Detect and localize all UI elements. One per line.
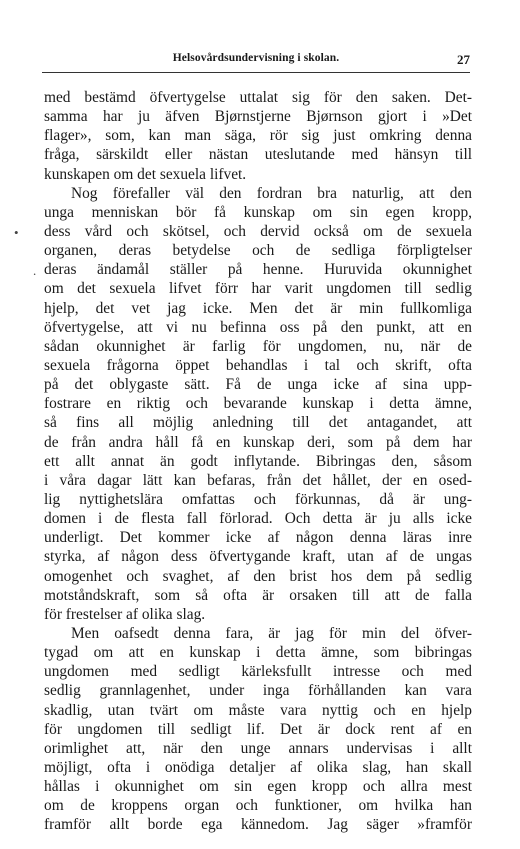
- text-line: motståndskraft, som så ofta är orsaken till att de falla: [44, 586, 472, 604]
- body-text: [44, 88, 472, 834]
- header-rule: [42, 72, 470, 73]
- running-title: Helsovårdsundervisning i skolan.: [172, 52, 340, 64]
- text-line: framför allt borde ega kännedom. Jag säger »framför: [44, 816, 472, 834]
- text-line: hållas i okunnighet om sin egen kropp och allra mest: [44, 778, 472, 796]
- text-line: så fins all möjlig anledning till det antagandet, att: [44, 414, 472, 432]
- text-line: med bestämd öfvertygelse uttalat sig för den saken. Det-: [44, 89, 472, 106]
- text-line: omogenhet och svaghet, af den brist hos dem på sedlig: [44, 567, 472, 585]
- text-line: på det oblygaste sätt. Få de unga icke af sina upp-: [44, 376, 472, 394]
- text-line: de från andra håll få en kunskap deri, som på dem har: [44, 433, 472, 451]
- page-number: 27: [457, 52, 470, 67]
- text-line: ett allt annat än godt inflytande. Bibringas den, såsom: [44, 452, 472, 470]
- text-line: underligt. Det kommer icke af någon denna läras inre: [44, 529, 472, 547]
- text-line: sedlig grannlagenhet, under inga förhållanden kan vara: [44, 682, 472, 700]
- text-line: i våra dagar lätt kan befaras, från det hållet, der en osed-: [44, 471, 472, 489]
- text-line: tygad om att en kunskap i detta ämne, som bibringas: [44, 644, 472, 662]
- text-line: fostrare en riktig och bevarande kunskap i detta ämne,: [44, 395, 472, 413]
- text-line: för frestelser af olika slag.: [44, 605, 206, 623]
- text-line: om de kroppens organ och funktioner, om hvilka han: [44, 797, 472, 815]
- text-line: lig nyttighetslära omfattas och förkunnas, då är ung-: [44, 490, 472, 508]
- text-line: skadlig, utan tvärt om måste vara nyttig och en hjelp: [44, 701, 472, 719]
- text-line: fråga, särskildt eller nästan uteslutande med hänsyn till: [44, 146, 472, 164]
- text-line: Men oafsedt denna fara, är jag för min del öfver-: [71, 624, 472, 642]
- text-line: för ungdomen till sedligt lif. Det är dock rent af en: [44, 720, 472, 738]
- text-line: samma har ju äfven Bjørnstjerne Bjørnson gjort i »Det: [44, 108, 472, 126]
- text-line: kunskapen om det sexuela lifvet.: [44, 165, 247, 183]
- text-line: hjelp, det vet jag icke. Men det är min fullkomliga: [44, 299, 472, 317]
- text-line: sexuela frågorna öppet behandlas i tal och skrift, ofta: [44, 356, 472, 374]
- text-line: domen i de flesta fall förlorad. Och detta är ju alls icke: [44, 510, 472, 528]
- text-line: Nog förefaller väl den fordran bra naturlig, att den: [71, 184, 472, 202]
- text-line: organen, deras betydelse och de sedliga förpligtelser: [44, 242, 472, 260]
- text-line: unga menniskan bör få kunskap om sin egen kropp,: [44, 203, 472, 221]
- text-line: sådan okunnighet är farlig för ungdomen, nu, när de: [44, 337, 472, 355]
- margin-mark: .: [33, 263, 37, 278]
- text-line: dess vård och skötsel, och dervid också om de sexuela: [44, 222, 472, 240]
- text-line: flager», som, kan man säga, rör sig just omkring denna: [44, 127, 472, 145]
- margin-mark: •: [14, 225, 19, 240]
- text-line: öfvertygelse, att vi nu befinna oss på den punkt, att en: [44, 318, 472, 336]
- text-line: ungdomen med sedligt kärleksfullt intresse och med: [44, 663, 472, 681]
- text-line: om det sexuela lifvet förr har varit ungdomen till sedlig: [44, 280, 472, 298]
- text-line: styrka, af någon dess öfvertygande kraft, utan af de ungas: [44, 548, 472, 566]
- text-line: orimlighet att, när den unge annars undervisas i allt: [44, 739, 472, 757]
- text-line: möjligt, ofta i onödiga detaljer af olika slag, han skall: [44, 758, 472, 776]
- running-head: [42, 52, 470, 70]
- text-line: deras ändamål ställer på henne. Huruvida okunnighet: [44, 261, 472, 279]
